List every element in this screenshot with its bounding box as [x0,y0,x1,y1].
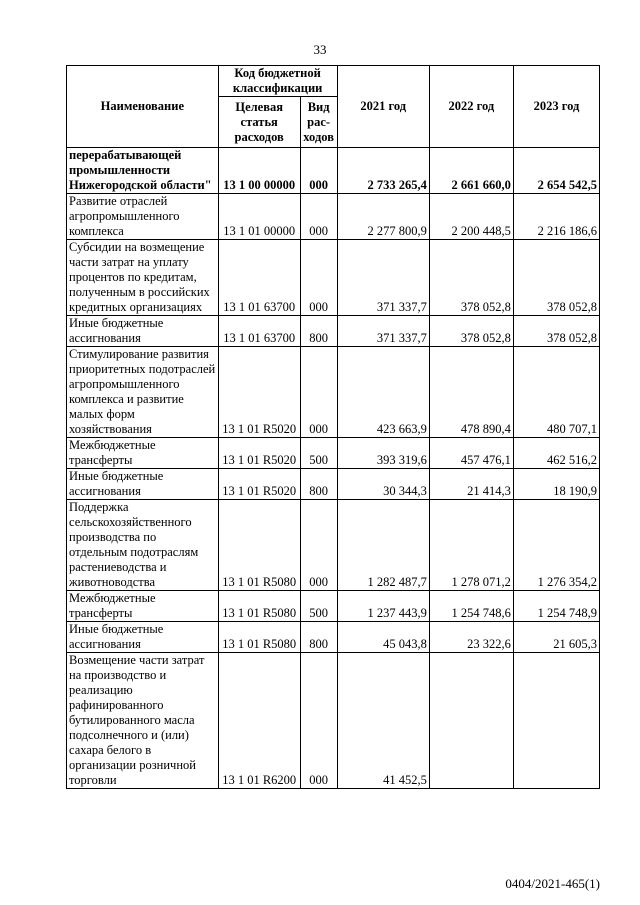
table-row [67,347,600,438]
row-value-2023 [513,653,599,789]
row-value-2021: 371 337,7 [337,316,429,347]
row-value-2023: 18 190,9 [513,469,599,500]
row-name: Возмещение части затрат на производство и реализацию рафинированного бутилированного масла подсолнечного и (или) сахара белого в организации розничной торговли [67,653,219,789]
table-row [67,591,600,622]
table-body [67,148,600,789]
row-target-code: 13 1 00 00000 [218,148,300,194]
row-value-2021: 41 452,5 [337,653,429,789]
row-value-2022: 1 278 071,2 [429,500,513,591]
row-target-code: 13 1 01 R5020 [218,469,300,500]
table-row [67,500,600,591]
row-value-2023: 2 216 186,6 [513,194,599,240]
row-target-code: 13 1 01 R6200 [218,653,300,789]
row-expense-kind: 000 [300,653,337,789]
row-value-2023: 21 605,3 [513,622,599,653]
row-value-2022: 457 476,1 [429,438,513,469]
row-value-2022: 2 661 660,0 [429,148,513,194]
row-value-2021: 393 319,6 [337,438,429,469]
row-expense-kind: 800 [300,316,337,347]
row-name: Межбюджетные трансферты [67,438,219,469]
header-row-1 [67,66,600,97]
table-row [67,469,600,500]
row-name: Иные бюджетные ассигнования [67,469,219,500]
row-value-2021: 1 282 487,7 [337,500,429,591]
row-expense-kind: 000 [300,240,337,316]
page-number: 33 [313,42,327,57]
row-expense-kind: 500 [300,591,337,622]
table-row [67,653,600,789]
row-name: Межбюджетные трансферты [67,591,219,622]
table-row [67,438,600,469]
row-expense-kind: 000 [300,347,337,438]
row-expense-kind: 000 [300,194,337,240]
row-value-2022 [429,653,513,789]
row-name: Развитие отраслей агропромышленного комплекса [67,194,219,240]
row-name: Иные бюджетные ассигнования [67,316,219,347]
table-row [67,148,600,194]
header-name: Наименование [67,66,219,148]
row-name: Поддержка сельскохозяйственного производства по отдельным подотраслям растениеводства и животноводства [67,500,219,591]
row-value-2022: 478 890,4 [429,347,513,438]
row-target-code: 13 1 01 R5080 [218,622,300,653]
row-value-2023: 378 052,8 [513,240,599,316]
row-value-2021: 45 043,8 [337,622,429,653]
row-value-2023: 462 516,2 [513,438,599,469]
row-value-2022: 2 200 448,5 [429,194,513,240]
row-name: Иные бюджетные ассигнования [67,622,219,653]
row-expense-kind: 000 [300,500,337,591]
row-value-2021: 1 237 443,9 [337,591,429,622]
row-value-2022: 378 052,8 [429,240,513,316]
header-2021: 2021 год [337,66,429,148]
row-value-2023: 1 254 748,9 [513,591,599,622]
header-2022: 2022 год [429,66,513,148]
row-name: Субсидии на возмещение части затрат на уплату процентов по кредитам, полученным в российских кредитных организациях [67,240,219,316]
row-expense-kind: 800 [300,469,337,500]
row-target-code: 13 1 01 R5020 [218,438,300,469]
table-row [67,622,600,653]
row-value-2022: 378 052,8 [429,316,513,347]
header-2023: 2023 год [513,66,599,148]
row-expense-kind: 000 [300,148,337,194]
row-value-2021: 2 733 265,4 [337,148,429,194]
row-name: перерабатывающей промышленности Нижегородской области" [67,148,219,194]
row-value-2023: 2 654 542,5 [513,148,599,194]
header-target: Целевая статья расходов [218,97,300,148]
row-value-2022: 1 254 748,6 [429,591,513,622]
document-code: 0404/2021-465(1) [505,876,600,891]
table-row [67,240,600,316]
row-value-2022: 23 322,6 [429,622,513,653]
row-target-code: 13 1 01 63700 [218,316,300,347]
row-value-2022: 21 414,3 [429,469,513,500]
row-value-2021: 30 344,3 [337,469,429,500]
row-expense-kind: 500 [300,438,337,469]
row-value-2021: 371 337,7 [337,240,429,316]
table-row [67,194,600,240]
row-target-code: 13 1 01 63700 [218,240,300,316]
row-target-code: 13 1 01 00000 [218,194,300,240]
header-code-group: Код бюджетной классификации [218,66,337,97]
row-value-2021: 423 663,9 [337,347,429,438]
row-target-code: 13 1 01 R5020 [218,347,300,438]
table-row [67,316,600,347]
row-target-code: 13 1 01 R5080 [218,500,300,591]
budget-table [66,65,600,789]
row-value-2023: 480 707,1 [513,347,599,438]
row-name: Стимулирование развития приоритетных подотраслей агропромышленного комплекса и развитие малых форм хозяйствования [67,347,219,438]
row-value-2023: 1 276 354,2 [513,500,599,591]
row-target-code: 13 1 01 R5080 [218,591,300,622]
row-value-2021: 2 277 800,9 [337,194,429,240]
row-value-2023: 378 052,8 [513,316,599,347]
header-kind: Вид рас-ходов [300,97,337,148]
row-expense-kind: 800 [300,622,337,653]
